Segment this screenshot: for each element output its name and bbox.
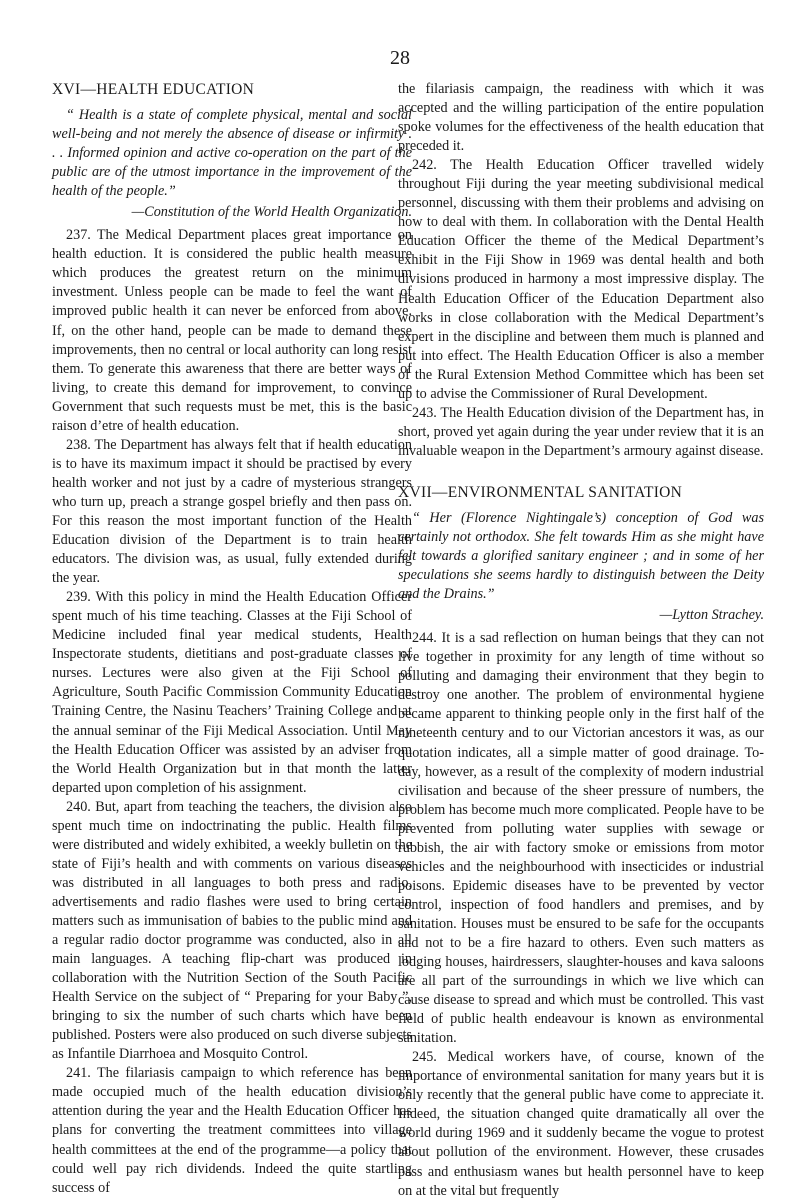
section-heading-health-education: XVI—HEALTH EDUCATION	[52, 81, 255, 98]
epigraph-attribution: —Lytton Strachey.	[659, 607, 764, 624]
paragraph-237: 237. The Medical Department places great importance on health eduction. It is considered the public health measure which produces the greatest return on the minimum investment. Unless people can be made to feel the want of improved public health it can never be enforced from above. If, on the other hand, people can be made to demand these improvements, then no central or local authority can long resist them. To generate this awareness that there are better ways of living, to create this demand for improvement, to convince Government that such requests must be met, this is the basic raison d’etre of health education.	[52, 227, 412, 434]
section-gap	[398, 461, 764, 483]
paragraph-240: 240. But, apart from teaching the teachers, the division also spent much time on indoctrinating the public. Health films were distributed and widely exhibited, a weekly bulletin on the state of Fiji’s health and with comments on various diseases was distributed in all languages to both press and radio, advertisements and radio flashes were used to bring certain matters such as immunisation of babies to the public mind and a regular radio doctor programme was conducted, also in all main languages. A teaching flip-chart was produced in collaboration with the Nutrition Section of the South Pacific Health Service on the subject of “ Preparing for your Baby ”, bringing to six the number of such charts which have been published. Posters were also produced on such diverse subjects as Infantile Diarrhoea and Mosquito Control.	[52, 798, 412, 1063]
paragraph-241-continued: the filariasis campaign, the readiness with which it was accepted and the willing participation of the entire population spoke volumes for the effectiveness of the health education that preceded it.	[398, 81, 764, 155]
epigraph-strachey: “ Her (Florence Nightingale’s) conception of God was certainly not orthodox. She felt towards Him as she might have felt towards a glorified sanitary engineer ; and in some of her speculations she seems hardly to distinguish between the Deity and the Drains.”	[398, 509, 764, 603]
paragraph-243: 243. The Health Education division of the Department has, in short, proved yet again during the year under review that it is an invaluable weapon in the Department’s armoury against disease.	[398, 404, 764, 459]
paragraph-238: 238. The Department has always felt that if health education is to have its maximum impact it should be practised by every health worker and not just by a cadre of mysterious strangers who turn up, preach a strange gospel briefly and then pass on. For this reason the most important function of the Health Education division of the Department is to train health educators. The division was, as usual, fully extended during the year.	[52, 436, 412, 587]
left-column	[52, 80, 412, 1198]
section-heading-environmental-sanitation: XVII—ENVIRONMENTAL SANITATION	[398, 483, 683, 501]
epigraph-attribution: —Constitution of the World Health Organization.	[131, 204, 412, 221]
paragraph-241: 241. The filariasis campaign to which reference has been made occupied much of the health education division’s attention during the year and the Health Education Officer has plans for converting the treatment committees into village health committees at the end of the programme—a policy that could well pay rich dividends. Indeed the quite startling success of	[52, 1065, 412, 1196]
paragraph-245: 245. Medical workers have, of course, known of the importance of environmental sanitation for many years but it is only recently that the general public have come to appreciate it. Indeed, the situation changed quite dramatically all over the world during 1969 and it suddenly became the vogue to protest about pollution of the environment. However, these crusades pass and enthusiasm wanes but health personnel have to keep on at the vital but frequently	[398, 1049, 764, 1199]
paragraph-239: 239. With this policy in mind the Health Education Officer spent much of his time teaching. Classes at the Fiji School of Medicine included final year medical students, Health Inspectorate students, dietitians and post-graduate classes of nurses. Lectures were also given at the Fiji School of Agriculture, South Pacific Commission Community Education Training Centre, the Nasinu Teachers’ Training College and at the annual seminar of the Fiji Medical Association. Until May the Health Education Officer was assisted by an adviser from the World Health Organization but in that month the latter departed upon completion of his assignment.	[52, 589, 412, 796]
page-number: 28	[390, 47, 410, 69]
epigraph-who: “ Health is a state of complete physical, mental and social well-being and not merely the absence of disease or infirmity . . . Informed opinion and active co-operation on the part of the public are of the utmost importance in the improvement of the health of the people.”	[52, 107, 412, 200]
right-column	[398, 80, 764, 1201]
paragraph-244: 244. It is a sad reflection on human beings that they can not live together in proximity for any length of time without so polluting and damaging their environment that they begin to destroy one another. The problem of environmental hygiene became apparent to thinking people only in the first half of the nineteenth century and to our Victorian ancestors it was, as our quotation indicates, all a simple matter of good drainage. To-day, however, as a result of the complexity of modern industrial civilisation and because of the sheer pressure of numbers, the problem has become much more complicated. People have to be prevented from polluting water supplies with sewage or rubbish, the air with factory smoke or emissions from motor vehicles and the neighbourhood with insecticides or industrial poisons. Epidemic diseases have to be prevented by vector control, inspection of food handlers and premises, and by sanitation. Houses must be ensured to be safe for the occupants and not to be a fire hazard to others. Even such matters as lodging houses, hairdressers, slaughter-houses and kava saloons are all part of the surroundings in which we live which can cause disease to spread and which must be controlled. This vast field of public health endeavour is known as environmental sanitation.	[398, 630, 764, 1047]
paragraph-242: 242. The Health Education Officer travelled widely throughout Fiji during the year meeting subdivisional medical personnel, discussing with them their problems and advising on how to deal with them. In collaboration with the Dental Health Education Officer the theme of the Medical Department’s exhibit in the Fiji Show in 1969 was dental health and both divisions produced in harmony a most impressive display. The Health Education Officer of the Education Department also works in close collaboration with the Medical Department’s expert in the discipline and between them much is planned and put into effect. The Health Education Officer is also a member of the Rural Extension Method Committee which has been set up to advise the Commissioner of Rural Development.	[398, 157, 764, 402]
